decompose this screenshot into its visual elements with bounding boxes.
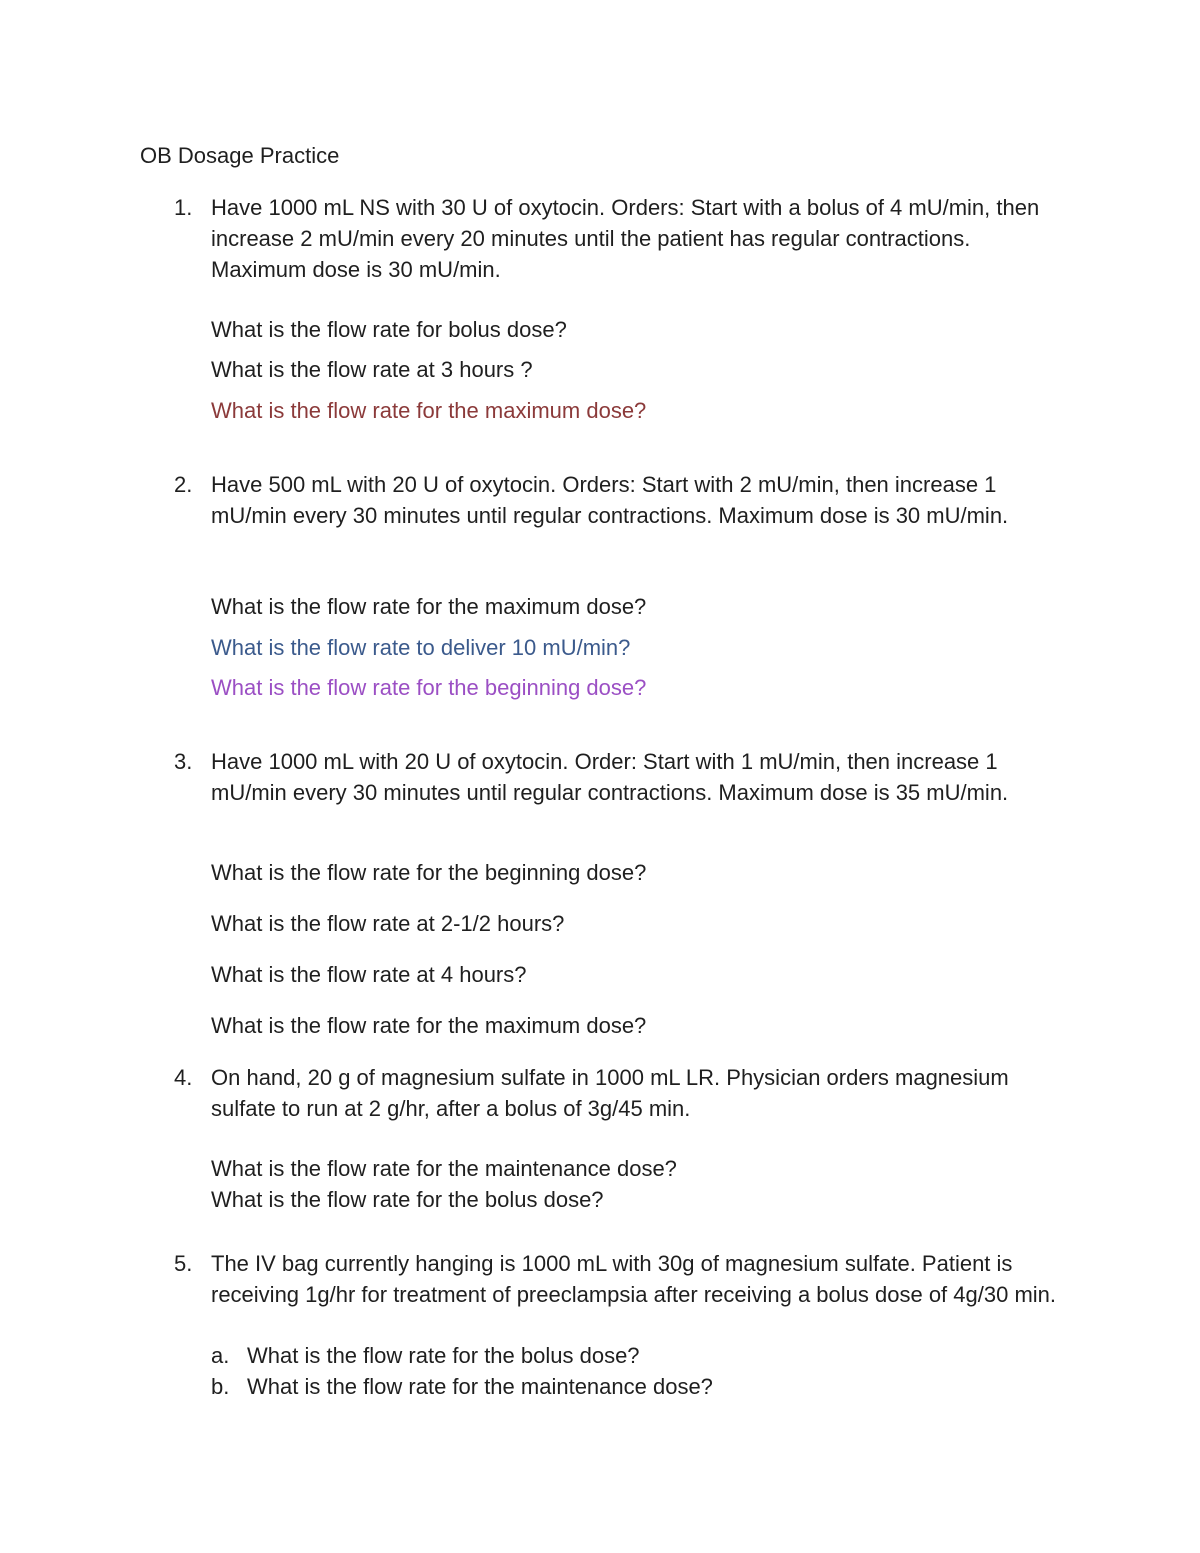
problem-2-number: 2. <box>174 472 193 497</box>
problem-2-question-2: What is the flow rate to deliver 10 mU/min? <box>211 635 631 660</box>
problem-5-number: 5. <box>174 1251 193 1276</box>
problem-1-question-3: What is the flow rate for the maximum dose? <box>211 398 647 423</box>
problem-1-number: 1. <box>174 195 193 220</box>
problem-5-subquestion-b-letter: b. <box>211 1374 230 1399</box>
problem-2-text: Have 500 mL with 20 U of oxytocin. Orders: Start with 2 mU/min, then increase 1 mU/min every 30 minutes until regular contractions. Maximum dose is 30 mU/min. <box>211 472 1009 528</box>
problem-4-question-2: What is the flow rate for the bolus dose? <box>211 1187 604 1212</box>
problem-5-subquestion-a: What is the flow rate for the bolus dose? <box>247 1343 640 1368</box>
problem-3-text: Have 1000 mL with 20 U of oxytocin. Order: Start with 1 mU/min, then increase 1 mU/min every 30 minutes until regular contractions. Maximum dose is 35 mU/min. <box>211 749 1009 805</box>
problem-5-subquestion-a-letter: a. <box>211 1343 230 1368</box>
problem-5-subquestion-b: What is the flow rate for the maintenance dose? <box>247 1374 713 1399</box>
problem-4-text: On hand, 20 g of magnesium sulfate in 1000 mL LR. Physician orders magnesium sulfate to run at 2 g/hr, after a bolus of 3g/45 min. <box>211 1065 1009 1121</box>
document-title: OB Dosage Practice <box>140 143 340 168</box>
problem-3-number: 3. <box>174 749 193 774</box>
problem-2-question-1: What is the flow rate for the maximum dose? <box>211 594 647 619</box>
problem-1-question-1: What is the flow rate for bolus dose? <box>211 317 567 342</box>
problem-3-question-3: What is the flow rate at 4 hours? <box>211 962 527 987</box>
problem-3-question-4: What is the flow rate for the maximum dose? <box>211 1013 647 1038</box>
problem-3-question-1: What is the flow rate for the beginning dose? <box>211 860 647 885</box>
problem-3-question-2: What is the flow rate at 2-1/2 hours? <box>211 911 565 936</box>
problem-1-question-2: What is the flow rate at 3 hours ? <box>211 357 533 382</box>
problem-5-text: The IV bag currently hanging is 1000 mL with 30g of magnesium sulfate. Patient is receiving 1g/hr for treatment of preeclampsia after receiving a bolus dose of 4g/30 min. <box>211 1251 1057 1307</box>
problem-2-question-3: What is the flow rate for the beginning dose? <box>211 675 647 700</box>
problem-4-number: 4. <box>174 1065 193 1090</box>
problem-1-text: Have 1000 mL NS with 30 U of oxytocin. Orders: Start with a bolus of 4 mU/min, then increase 2 mU/min every 20 minutes until the patient has regular contractions. Maximum dose is 30 mU/min. <box>211 195 1040 282</box>
problem-4-question-1: What is the flow rate for the maintenance dose? <box>211 1156 677 1181</box>
